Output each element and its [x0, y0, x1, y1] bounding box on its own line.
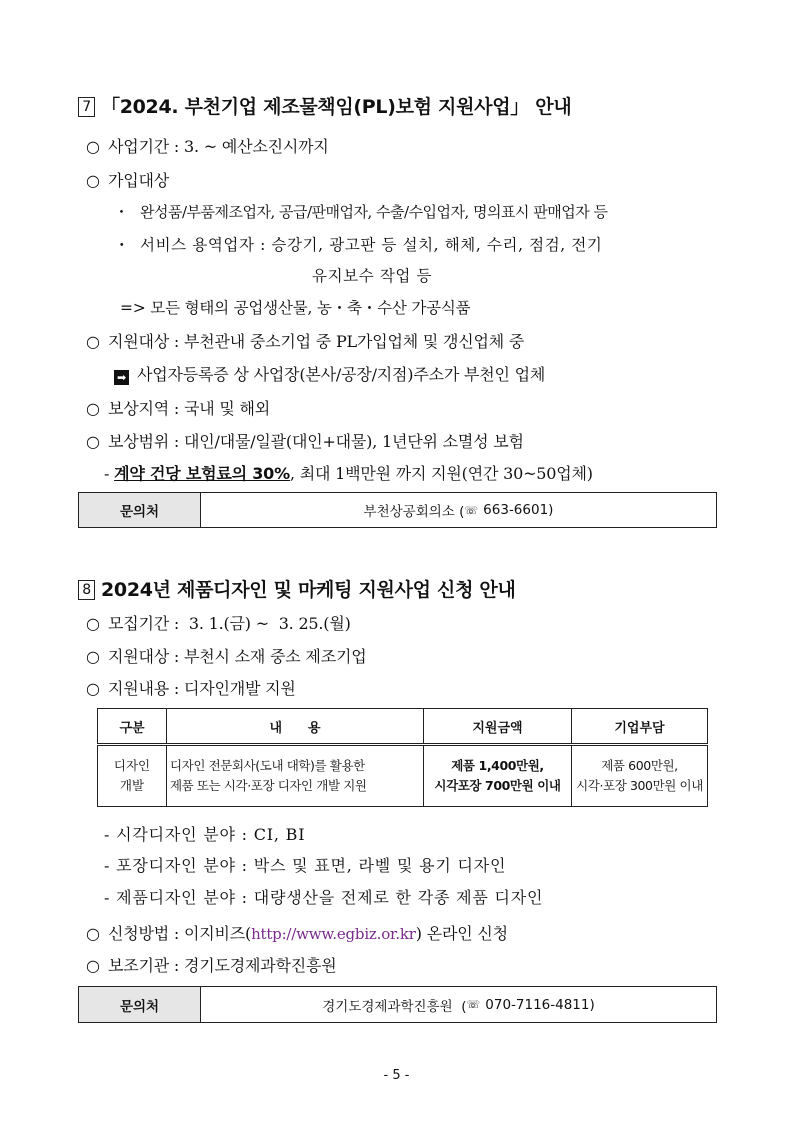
cell-category: 디자인 개발 — [98, 745, 167, 807]
s7-eligible-item2-cont: 유지보수 작업 등 — [312, 267, 433, 285]
circle-bullet-icon: ○ — [86, 679, 100, 698]
arrow-right-icon: ➡ — [114, 370, 129, 385]
egbiz-link[interactable]: http://www.egbiz.or.kr — [251, 925, 416, 943]
support-table — [97, 708, 708, 807]
table-header-row — [98, 709, 708, 745]
s8-agency: ○ 보조기관 : 경기도경제과학진흥원 — [86, 956, 337, 975]
cell-amount: 제품 1,400만원, 시각포장 700만원 이내 — [424, 745, 572, 807]
s8-target: ○ 지원대상 : 부천시 소재 중소 제조기업 — [86, 647, 367, 666]
circle-bullet-icon: ○ — [86, 432, 100, 451]
cell-burden: 제품 600만원, 시각·포장 300만원 이내 — [572, 745, 708, 807]
circle-bullet-icon: ○ — [86, 332, 100, 351]
phone-icon: ☏ — [464, 503, 479, 517]
section7-title-text: 「2024. 부천기업 제조물책임(PL)보험 지원사업」 안내 — [101, 96, 572, 118]
s8-period: ○ 모집기간 : 3. 1.(금) ~ 3. 25.(월) — [86, 614, 351, 633]
s7-contact-label: 문의처 — [79, 493, 201, 527]
page-number: - 5 - — [383, 1068, 410, 1083]
table-row — [98, 745, 708, 807]
s7-support: - 계약 건당 보험료의 30%, 최대 1백만원 까지 지원(연간 30~50업체) — [104, 464, 593, 483]
section7-number: 7 — [78, 97, 95, 117]
s7-region: ○ 보상지역 : 국내 및 해외 — [86, 399, 271, 418]
circle-bullet-icon: ○ — [86, 924, 100, 943]
table-header-amount: 지원금액 — [424, 709, 572, 745]
section7-title — [78, 92, 571, 119]
table-header-burden: 기업부담 — [572, 709, 708, 745]
circle-bullet-icon: ○ — [86, 647, 100, 666]
circle-bullet-icon: ○ — [86, 956, 100, 975]
cell-content: 디자인 전문회사(도내 대학)를 활용한 제품 또는 시각·포장 디자인 개발 지원 — [167, 745, 424, 807]
circle-bullet-icon: ○ — [86, 399, 100, 418]
table-header-content: 내 용 — [167, 709, 424, 745]
phone-icon: ☏ — [466, 998, 481, 1011]
s7-eligible-item2: ・ 서비스 용역업자 : 승강기, 광고판 등 설치, 해체, 수리, 점검, 전기 — [114, 233, 602, 255]
circle-bullet-icon: ○ — [86, 614, 100, 633]
s8-apply: ○ 신청방법 : 이지비즈(http://www.egbiz.or.kr) 온라인 신청 — [86, 924, 508, 943]
s7-scope: ○ 보상범위 : 대인/대물/일괄(대인+대물), 1년단위 소멸성 보험 — [86, 432, 524, 451]
s7-contact-value: 부천상공회의소 ( ☏ 663-6601) — [363, 502, 554, 520]
s8-field2: - 포장디자인 분야 : 박스 및 표면, 라벨 및 용기 디자인 — [104, 856, 507, 875]
s8-contact-value: 경기도경제과학진흥원 ( ☏ 070-7116-4811) — [322, 996, 595, 1015]
dot-bullet-icon: ・ — [114, 203, 129, 221]
s7-period: ○ 사업기간 : 3. ~ 예산소진시까지 — [86, 137, 329, 156]
section8-number: 8 — [78, 580, 95, 600]
section8-title — [78, 575, 516, 602]
table-header-category: 구분 — [98, 709, 167, 745]
s8-field3: - 제품디자인 분야 : 대량생산을 전제로 한 각종 제품 디자인 — [104, 888, 544, 907]
s7-eligible-note: => 모든 형태의 공업생산물, 농・축・수산 가공식품 — [120, 299, 471, 317]
circle-bullet-icon: ○ — [86, 171, 100, 190]
s8-contact-box — [78, 986, 717, 1023]
section8-title-text: 2024년 제품디자인 및 마케팅 지원사업 신청 안내 — [101, 579, 516, 601]
s8-field1: - 시각디자인 분야 : CI, BI — [104, 825, 306, 844]
circle-bullet-icon: ○ — [86, 137, 100, 156]
s8-content: ○ 지원내용 : 디자인개발 지원 — [86, 679, 296, 698]
s7-eligible-item1: ・ 완성품/부품제조업자, 공급/판매업자, 수출/수입업자, 명의표시 판매업자 등 — [114, 203, 608, 221]
s7-target-note: ➡ 사업자등록증 상 사업장(본사/공장/지점)주소가 부천인 업체 — [114, 362, 545, 385]
dot-bullet-icon: ・ — [114, 236, 131, 254]
s7-target: ○ 지원대상 : 부천관내 중소기업 중 PL가입업체 및 갱신업체 중 — [86, 332, 525, 351]
s8-contact-label: 문의처 — [79, 987, 201, 1022]
s7-contact-box — [78, 492, 717, 528]
s7-support-highlight: 계약 건당 보험료의 30% — [114, 464, 290, 483]
s7-eligible-head: ○ 가입대상 — [86, 171, 170, 190]
